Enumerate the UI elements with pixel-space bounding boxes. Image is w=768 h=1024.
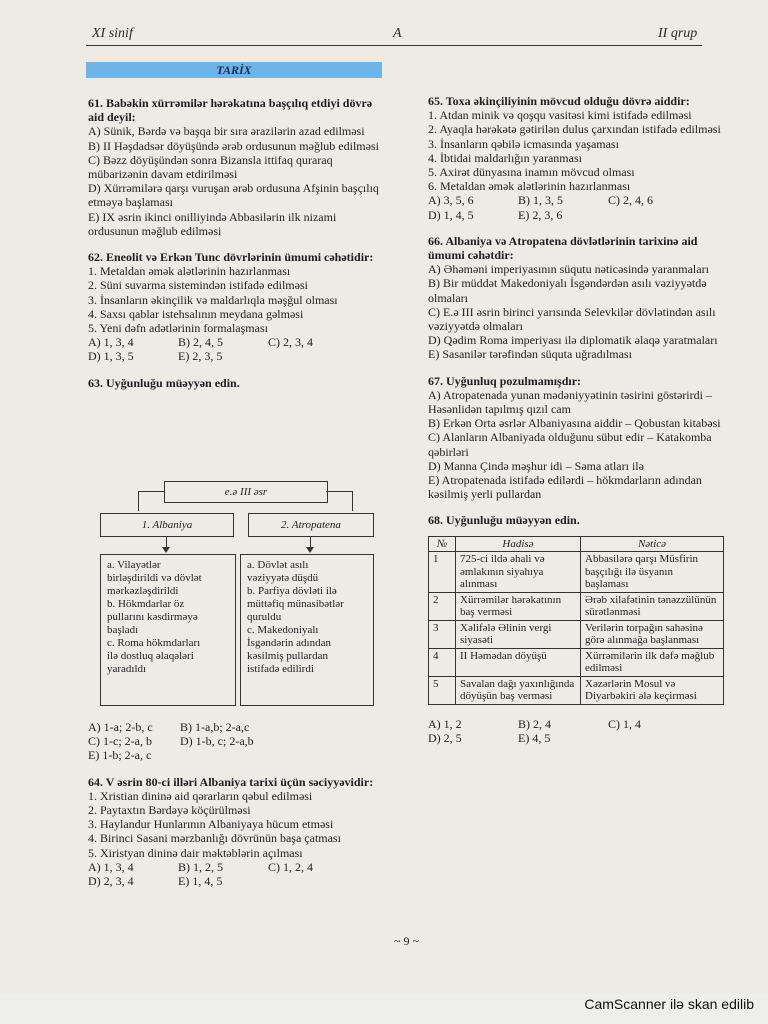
- answer: C) 1, 2, 4: [268, 859, 313, 874]
- question-63-title: 63. Uyğunluğu müəyyən edin.: [88, 375, 240, 390]
- question-title: 67. Uyğunluq pozulmamışdır:: [428, 373, 582, 388]
- answer: C) 2, 3, 4: [268, 335, 313, 350]
- page-number: ~ 9 ~: [394, 934, 419, 948]
- question-66: [428, 234, 728, 362]
- option: D) Qədim Roma imperiyası ilə diplomatik əlaqə yaratmaları: [428, 333, 718, 348]
- right-column: [428, 94, 728, 745]
- answer: D) 1, 3, 5: [88, 349, 134, 364]
- list-item: 2. Paytaxtın Bərdəyə köçürülməsi: [88, 803, 251, 818]
- question-62: [88, 250, 388, 364]
- question-64: [88, 775, 388, 889]
- header-group: II qrup: [658, 26, 698, 41]
- answer: B) 1-a,b; 2-a,c: [180, 720, 250, 734]
- header-rule: [86, 45, 702, 46]
- table-header: Hadisə: [456, 536, 581, 552]
- scanner-watermark: CamScanner ilə skan edilib: [584, 996, 754, 1012]
- table-row: 4 II Həmədan döyüşü Xürrəmilərin ilk dəfə məğlub edilməsi: [429, 648, 724, 676]
- answer: E) 2, 3, 5: [178, 349, 223, 364]
- option: B) II Həşdadsər döyüşündə ərəb ordusunun məğlub edilməsi: [88, 138, 379, 153]
- list-item: 1. Metaldan əmək alətlərinin hazırlanması: [88, 264, 291, 279]
- answer: D) 1-b, c; 2-a,b: [180, 734, 254, 749]
- option: D) Xürrəmilərə qarşı vuruşan ərəb ordusuna Afşinin başçılıq etməyə başlaması: [88, 181, 379, 210]
- option: A) Əhəməni imperiyasının süqutu nəticəsində yaranmaları: [428, 262, 709, 277]
- list-item: 6. Metaldan əmək alətlərinin hazırlanması: [428, 179, 631, 194]
- table-row: 3 Xəlifələ Əlinin vergi siyasəti Verilərin torpağın sahəsinə görə alınmağa başlanması: [429, 620, 724, 648]
- question-title: 61. Babəkin xürrəmilər hərəkatına başçılıq etdiyi dövrə aid deyil:: [88, 96, 373, 125]
- answer: A) 1, 3, 4: [88, 859, 134, 874]
- question-title: 66. Albaniya və Atropatena dövlətlərinin tarixinə aid ümumi cəhətdir:: [428, 233, 698, 263]
- question-65: [428, 94, 728, 222]
- answer: A) 1-a; 2-b, c: [88, 720, 153, 734]
- question-title: 64. V əsrin 80-ci illəri Albaniya tarixi üçün səciyyəvidir:: [88, 774, 374, 789]
- answer: D) 2, 5: [428, 730, 462, 745]
- answer: E) 1, 4, 5: [178, 874, 223, 889]
- diagram-atropatena-box: 2. Atropatena: [248, 513, 374, 537]
- question-68-answers: [428, 717, 728, 745]
- list-item: 1. Atdan minik və qoşqu vasitəsi kimi istifadə edilməsi: [428, 108, 692, 123]
- answer: A) 3, 5, 6: [428, 193, 474, 208]
- answer-options: [88, 335, 388, 363]
- question-68-title: 68. Uyğunluğu müəyyən edin.: [428, 513, 580, 528]
- question-61: [88, 96, 388, 238]
- answer-options: [88, 860, 388, 888]
- left-column: [88, 96, 388, 390]
- option: C) Bəzz döyüşündən sonra Bizansla ittifaq quraraq mübarizənin davam etdirilməsi: [88, 152, 333, 182]
- answer: D) 1, 4, 5: [428, 207, 474, 222]
- diagram-atropatena-list: a. Dövlət asılı vəziyyətə düşdü b. Parfiya dövləti ilə müttəfiq münasibətlər quruldu c. Makedoniyalı İsgəndərin adından kəsilmiş pullardan istifadə edilirdi: [240, 554, 374, 706]
- answer: C) 1, 4: [608, 716, 641, 731]
- table-header-row: [429, 536, 724, 552]
- answer: D) 2, 3, 4: [88, 874, 134, 889]
- list-item: 2. Ayaqla hərəkətə gətirilən dulus çarxından istifadə edilməsi: [428, 122, 721, 137]
- option: B) Erkən Orta əsrlər Albaniyasına aiddir – Qobustan kitabəsi: [428, 416, 721, 431]
- diagram-top-box: e.ə III əsr: [164, 481, 328, 503]
- header-grade: XI sinif: [92, 26, 133, 41]
- answer: B) 1, 2, 5: [178, 859, 223, 874]
- left-column-lower: [88, 720, 388, 888]
- answer: B) 1, 3, 5: [518, 193, 563, 208]
- list-item: 3. İnsanların əkinçilik və maldarlıqla məşğul olması: [88, 292, 338, 307]
- answer: A) 1, 2: [428, 716, 462, 731]
- question-63-diagram: [98, 477, 378, 712]
- option: E) IX əsrin ikinci onilliyində Abbasilərin ilk nizami ordusunun məğlub edilməsi: [88, 209, 337, 238]
- diagram-albaniya-list: a. Vilayətlər birləşdirildi və dövlət mərkəzləşdirildi b. Hökmdarlar öz pullarını kəsdirməyə başladı c. Roma hökmdarları ilə dostluq əlaqələri yaradıldı: [100, 554, 236, 706]
- list-item: 4. İbtidai maldarlığın yaranması: [428, 150, 582, 165]
- option: C) Alanların Albaniyada olduğunu sübut edir – Katakomba qəbirləri: [428, 430, 712, 459]
- table-row: 2 Xürrəmilər hərəkatının baş verməsi Ərəb xilafətinin tənəzzülünün sürətlənməsi: [429, 592, 724, 620]
- table-header: №: [429, 536, 456, 552]
- option: C) E.ə III əsrin birinci yarısında Selevkilər dövlətindən asılı vəziyyətdə olmaları: [428, 304, 716, 334]
- option: B) Bir müddət Makedoniyalı İsgəndərdən asılı vəziyyətdə olmaları: [428, 276, 707, 305]
- answer: B) 2, 4: [518, 716, 551, 731]
- table-header: Nəticə: [581, 536, 724, 552]
- answer: B) 2, 4, 5: [178, 335, 223, 350]
- list-item: 4. Saxsı qablar istehsalının meydana gəlməsi: [88, 306, 304, 321]
- list-item: 2. Süni suvarma sistemindən istifadə edilməsi: [88, 278, 308, 293]
- question-63-answers: [88, 720, 388, 763]
- answer: E) 2, 3, 6: [518, 207, 563, 222]
- question-title: 62. Eneolit və Erkən Tunc dövrlərinin ümumi cəhətidir:: [88, 250, 374, 265]
- answer-options: [428, 193, 728, 221]
- table-row: 5 Savalan dağı yaxınlığında döyüşün baş verməsi Xəzərlərin Mosul və Diyarbəkiri ələ keçirməsi: [429, 676, 724, 704]
- option: A) Sünik, Bərdə və başqa bir sıra ərazilərin azad edilməsi: [88, 124, 365, 139]
- option: A) Atropatenada yunan mədəniyyətinin təsirini göstərirdi – Həsənlidən tapılmış qızıl cam: [428, 387, 712, 417]
- option: D) Manna Çində məşhur idi – Səma atları ilə: [428, 458, 644, 473]
- answer: E) 1-b; 2-a, c: [88, 748, 152, 763]
- question-67: [428, 374, 728, 502]
- answer: A) 1, 3, 4: [88, 335, 134, 350]
- subject-banner: TARİX: [86, 62, 382, 78]
- question-68-table: [428, 536, 724, 705]
- option: E) Sasanilər tərəfindən süquta uğradılması: [428, 347, 632, 362]
- option: E) Atropatenada istifadə edilərdi – hökmdarların adından kəsilmiş yerli pullardan: [428, 473, 702, 502]
- list-item: 3. İnsanların qəbilə icmasında yaşaması: [428, 136, 619, 151]
- question-title: 65. Toxa əkinçiliyinin mövcud olduğu dövrə aiddir:: [428, 94, 690, 108]
- answer: C) 2, 4, 6: [608, 193, 653, 208]
- diagram-albaniya-box: 1. Albaniya: [100, 513, 234, 537]
- header-variant: A: [393, 26, 402, 41]
- list-item: 5. Axirət dünyasına inamın mövcud olması: [428, 165, 635, 180]
- list-item: 3. Haylandur Hunlarının Albaniyaya hücum etməsi: [88, 817, 334, 832]
- list-item: 5. Yeni dəfn adətlərinin formalaşması: [88, 321, 268, 336]
- list-item: 1. Xristian dininə aid qərarların qəbul edilməsi: [88, 788, 313, 803]
- list-item: 4. Birinci Sasani mərzbanlığı dövrünün başa çatması: [88, 831, 341, 846]
- answer: E) 4, 5: [518, 730, 551, 745]
- table-row: 1 725-ci ildə əhali və əmlakının siyahıya alınması Abbasilərə qarşı Müsfirin başçılığı ilə üsyanın başlaması: [429, 552, 724, 593]
- list-item: 5. Xiristyan dininə dair məktəblərin açılması: [88, 845, 303, 860]
- answer: C) 1-c; 2-a, b: [88, 734, 152, 749]
